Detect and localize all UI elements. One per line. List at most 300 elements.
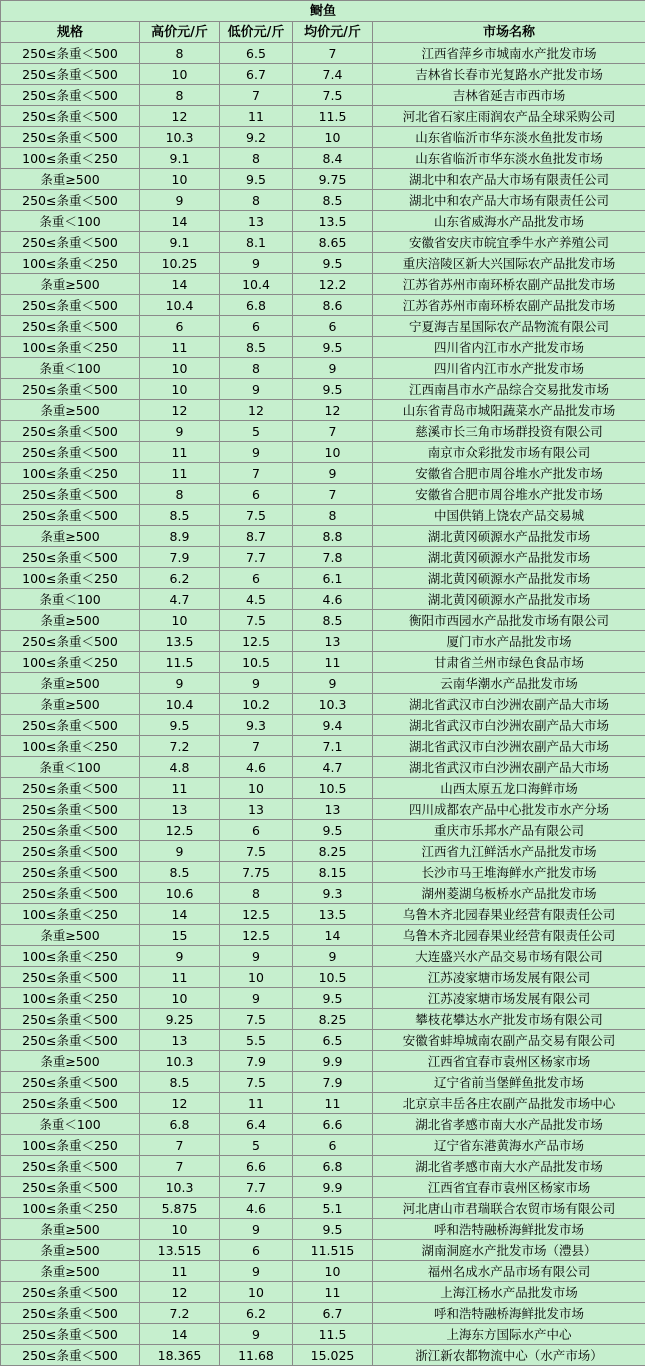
cell-market-name: 湖北省武汉市白沙洲农副产品大市场	[373, 694, 645, 715]
cell-low-price: 8	[220, 190, 293, 211]
cell-low-price: 12.5	[220, 904, 293, 925]
cell-low-price: 5.5	[220, 1030, 293, 1051]
cell-spec: 100≤条重＜250	[1, 148, 140, 169]
cell-avg-price: 12	[293, 400, 373, 421]
cell-high-price: 12	[140, 1282, 220, 1303]
cell-spec: 250≤条重＜500	[1, 442, 140, 463]
table-row	[1, 43, 645, 64]
cell-high-price: 8.5	[140, 862, 220, 883]
table-row	[1, 526, 645, 547]
cell-low-price: 8.5	[220, 337, 293, 358]
cell-low-price: 5	[220, 421, 293, 442]
cell-avg-price: 13	[293, 631, 373, 652]
cell-high-price: 10	[140, 988, 220, 1009]
cell-avg-price: 6	[293, 1135, 373, 1156]
table-row	[1, 631, 645, 652]
cell-spec: 250≤条重＜500	[1, 1345, 140, 1366]
cell-market-name: 江苏省苏州市南环桥农副产品批发市场	[373, 274, 645, 295]
cell-market-name: 慈溪市长三角市场群投资有限公司	[373, 421, 645, 442]
cell-high-price: 10.4	[140, 295, 220, 316]
cell-low-price: 13	[220, 211, 293, 232]
table-row	[1, 1177, 645, 1198]
cell-spec: 条重≥500	[1, 1219, 140, 1240]
cell-avg-price: 6.7	[293, 1303, 373, 1324]
cell-market-name: 云南华潮水产品批发市场	[373, 673, 645, 694]
cell-market-name: 江西省九江鲜活水产品批发市场	[373, 841, 645, 862]
cell-low-price: 8	[220, 148, 293, 169]
table-row	[1, 589, 645, 610]
cell-low-price: 6	[220, 820, 293, 841]
cell-high-price: 8.5	[140, 1072, 220, 1093]
cell-high-price: 7	[140, 1156, 220, 1177]
cell-high-price: 10	[140, 379, 220, 400]
cell-low-price: 7.9	[220, 1051, 293, 1072]
cell-low-price: 13	[220, 799, 293, 820]
cell-high-price: 12.5	[140, 820, 220, 841]
cell-low-price: 9.2	[220, 127, 293, 148]
cell-low-price: 9	[220, 673, 293, 694]
cell-avg-price: 8.15	[293, 862, 373, 883]
cell-low-price: 7	[220, 736, 293, 757]
cell-avg-price: 9.3	[293, 883, 373, 904]
cell-low-price: 7	[220, 85, 293, 106]
cell-market-name: 湖北省孝感市南大水产品批发市场	[373, 1156, 645, 1177]
cell-high-price: 11	[140, 1261, 220, 1282]
table-row	[1, 715, 645, 736]
cell-avg-price: 7.9	[293, 1072, 373, 1093]
table-row	[1, 169, 645, 190]
cell-avg-price: 13.5	[293, 904, 373, 925]
cell-spec: 250≤条重＜500	[1, 421, 140, 442]
cell-avg-price: 11.5	[293, 106, 373, 127]
cell-spec: 250≤条重＜500	[1, 64, 140, 85]
cell-spec: 100≤条重＜250	[1, 568, 140, 589]
cell-avg-price: 7.4	[293, 64, 373, 85]
cell-high-price: 13	[140, 1030, 220, 1051]
cell-high-price: 14	[140, 211, 220, 232]
table-row	[1, 85, 645, 106]
cell-spec: 250≤条重＜500	[1, 295, 140, 316]
cell-market-name: 山东省临沂市华东淡水鱼批发市场	[373, 127, 645, 148]
cell-low-price: 7.5	[220, 1072, 293, 1093]
cell-avg-price: 10	[293, 442, 373, 463]
cell-high-price: 10	[140, 1219, 220, 1240]
cell-market-name: 山东省临沂市华东淡水鱼批发市场	[373, 148, 645, 169]
cell-low-price: 9.3	[220, 715, 293, 736]
cell-high-price: 10.6	[140, 883, 220, 904]
cell-spec: 条重≥500	[1, 610, 140, 631]
cell-spec: 250≤条重＜500	[1, 841, 140, 862]
cell-avg-price: 8.8	[293, 526, 373, 547]
cell-avg-price: 7.8	[293, 547, 373, 568]
cell-high-price: 10	[140, 610, 220, 631]
cell-low-price: 10.5	[220, 652, 293, 673]
cell-low-price: 12.5	[220, 925, 293, 946]
header-avg-price: 均价元/斤	[293, 22, 373, 43]
table-row	[1, 841, 645, 862]
table-row	[1, 127, 645, 148]
cell-avg-price: 11	[293, 652, 373, 673]
cell-high-price: 11	[140, 463, 220, 484]
cell-spec: 250≤条重＜500	[1, 43, 140, 64]
cell-spec: 250≤条重＜500	[1, 1009, 140, 1030]
cell-high-price: 12	[140, 400, 220, 421]
table-row	[1, 1240, 645, 1261]
cell-avg-price: 9	[293, 946, 373, 967]
cell-high-price: 7	[140, 1135, 220, 1156]
cell-avg-price: 7	[293, 421, 373, 442]
cell-spec: 250≤条重＜500	[1, 778, 140, 799]
cell-market-name: 湖北黄冈硕源水产品批发市场	[373, 589, 645, 610]
cell-avg-price: 7.1	[293, 736, 373, 757]
cell-market-name: 安徽省合肥市周谷堆水产批发市场	[373, 463, 645, 484]
cell-spec: 250≤条重＜500	[1, 883, 140, 904]
cell-low-price: 9	[220, 442, 293, 463]
cell-avg-price: 13.5	[293, 211, 373, 232]
cell-high-price: 9	[140, 190, 220, 211]
cell-high-price: 5.875	[140, 1198, 220, 1219]
table-row	[1, 484, 645, 505]
cell-low-price: 10	[220, 967, 293, 988]
cell-low-price: 7.7	[220, 547, 293, 568]
cell-high-price: 6.8	[140, 1114, 220, 1135]
cell-high-price: 10.3	[140, 1177, 220, 1198]
cell-spec: 250≤条重＜500	[1, 799, 140, 820]
cell-high-price: 10.25	[140, 253, 220, 274]
cell-low-price: 6	[220, 484, 293, 505]
cell-high-price: 10.3	[140, 1051, 220, 1072]
cell-low-price: 7.5	[220, 1009, 293, 1030]
cell-market-name: 辽宁省东港黄海水产品市场	[373, 1135, 645, 1156]
cell-market-name: 江西省宜春市袁州区杨家市场	[373, 1051, 645, 1072]
cell-spec: 条重＜100	[1, 589, 140, 610]
cell-low-price: 7.5	[220, 505, 293, 526]
cell-low-price: 9	[220, 988, 293, 1009]
cell-high-price: 8.9	[140, 526, 220, 547]
cell-spec: 条重≥500	[1, 673, 140, 694]
cell-high-price: 9	[140, 841, 220, 862]
table-row	[1, 211, 645, 232]
cell-spec: 100≤条重＜250	[1, 652, 140, 673]
cell-avg-price: 9.9	[293, 1177, 373, 1198]
cell-low-price: 4.6	[220, 757, 293, 778]
cell-low-price: 4.5	[220, 589, 293, 610]
table-row	[1, 1324, 645, 1345]
cell-low-price: 6.4	[220, 1114, 293, 1135]
table-row	[1, 862, 645, 883]
cell-low-price: 9	[220, 253, 293, 274]
header-market-name: 市场名称	[373, 22, 645, 43]
cell-avg-price: 10	[293, 1261, 373, 1282]
cell-spec: 250≤条重＜500	[1, 505, 140, 526]
table-row	[1, 64, 645, 85]
cell-low-price: 9.5	[220, 169, 293, 190]
cell-avg-price: 9.4	[293, 715, 373, 736]
cell-market-name: 湖北省武汉市白沙洲农副产品大市场	[373, 736, 645, 757]
cell-spec: 条重≥500	[1, 1261, 140, 1282]
cell-market-name: 河北唐山市君瑞联合农贸市场有限公司	[373, 1198, 645, 1219]
cell-spec: 100≤条重＜250	[1, 463, 140, 484]
table-row	[1, 568, 645, 589]
cell-avg-price: 9	[293, 358, 373, 379]
cell-high-price: 8	[140, 484, 220, 505]
cell-high-price: 11.5	[140, 652, 220, 673]
cell-market-name: 重庆市乐邦水产品有限公司	[373, 820, 645, 841]
cell-market-name: 辽宁省前当堡鲜鱼批发市场	[373, 1072, 645, 1093]
table-row	[1, 1261, 645, 1282]
cell-market-name: 吉林省长春市光复路水产批发市场	[373, 64, 645, 85]
cell-market-name: 山西太原五龙口海鲜市场	[373, 778, 645, 799]
cell-spec: 250≤条重＜500	[1, 127, 140, 148]
table-row	[1, 358, 645, 379]
cell-avg-price: 6	[293, 316, 373, 337]
cell-avg-price: 9	[293, 463, 373, 484]
cell-spec: 100≤条重＜250	[1, 1135, 140, 1156]
table-row	[1, 1114, 645, 1135]
cell-high-price: 12	[140, 1093, 220, 1114]
cell-avg-price: 8.25	[293, 841, 373, 862]
header-low-price: 低价元/斤	[220, 22, 293, 43]
cell-spec: 条重≥500	[1, 169, 140, 190]
cell-high-price: 6	[140, 316, 220, 337]
cell-market-name: 上海江杨水产品批发市场	[373, 1282, 645, 1303]
table-row	[1, 442, 645, 463]
cell-low-price: 6.5	[220, 43, 293, 64]
cell-avg-price: 7	[293, 484, 373, 505]
table-row	[1, 400, 645, 421]
cell-market-name: 江西南昌市水产品综合交易批发市场	[373, 379, 645, 400]
cell-low-price: 6	[220, 1240, 293, 1261]
cell-market-name: 甘肃省兰州市绿色食品市场	[373, 652, 645, 673]
cell-market-name: 衡阳市西园水产品批发市场有限公司	[373, 610, 645, 631]
cell-market-name: 湖北中和农产品大市场有限责任公司	[373, 190, 645, 211]
cell-high-price: 8	[140, 43, 220, 64]
cell-avg-price: 6.6	[293, 1114, 373, 1135]
cell-market-name: 湖州菱湖乌板桥水产品批发市场	[373, 883, 645, 904]
cell-avg-price: 4.6	[293, 589, 373, 610]
cell-high-price: 14	[140, 1324, 220, 1345]
table-row	[1, 1282, 645, 1303]
cell-high-price: 4.8	[140, 757, 220, 778]
table-row	[1, 1051, 645, 1072]
cell-spec: 条重≥500	[1, 694, 140, 715]
cell-high-price: 11	[140, 337, 220, 358]
cell-low-price: 9	[220, 379, 293, 400]
cell-high-price: 10.4	[140, 694, 220, 715]
table-row	[1, 1198, 645, 1219]
table-row	[1, 694, 645, 715]
cell-market-name: 四川成都农产品中心批发市水产分场	[373, 799, 645, 820]
header-high-price: 高价元/斤	[140, 22, 220, 43]
cell-low-price: 10.2	[220, 694, 293, 715]
cell-high-price: 6.2	[140, 568, 220, 589]
cell-spec: 100≤条重＜250	[1, 1198, 140, 1219]
cell-high-price: 8.5	[140, 505, 220, 526]
cell-high-price: 18.365	[140, 1345, 220, 1366]
cell-market-name: 湖南洞庭水产批发市场（澧县）	[373, 1240, 645, 1261]
cell-spec: 250≤条重＜500	[1, 631, 140, 652]
cell-spec: 条重≥500	[1, 274, 140, 295]
cell-avg-price: 6.5	[293, 1030, 373, 1051]
cell-avg-price: 4.7	[293, 757, 373, 778]
table-row	[1, 232, 645, 253]
cell-market-name: 乌鲁木齐北园春果业经营有限责任公司	[373, 925, 645, 946]
cell-spec: 250≤条重＜500	[1, 1324, 140, 1345]
cell-market-name: 江西省萍乡市城南水产批发市场	[373, 43, 645, 64]
table-row	[1, 1219, 645, 1240]
cell-spec: 250≤条重＜500	[1, 1093, 140, 1114]
cell-spec: 条重≥500	[1, 1051, 140, 1072]
cell-low-price: 7.7	[220, 1177, 293, 1198]
cell-high-price: 8	[140, 85, 220, 106]
cell-avg-price: 11	[293, 1282, 373, 1303]
cell-high-price: 9.25	[140, 1009, 220, 1030]
table-row	[1, 778, 645, 799]
cell-high-price: 7.2	[140, 1303, 220, 1324]
table-row	[1, 253, 645, 274]
title-row	[1, 1, 645, 22]
cell-avg-price: 9.5	[293, 1219, 373, 1240]
table-row	[1, 274, 645, 295]
header-row	[1, 22, 645, 43]
table-row	[1, 337, 645, 358]
table-row	[1, 652, 645, 673]
cell-low-price: 6	[220, 316, 293, 337]
cell-market-name: 厦门市水产品批发市场	[373, 631, 645, 652]
cell-market-name: 湖北省武汉市白沙洲农副产品大市场	[373, 757, 645, 778]
cell-low-price: 6.6	[220, 1156, 293, 1177]
cell-market-name: 南京市众彩批发市场有限公司	[373, 442, 645, 463]
cell-spec: 250≤条重＜500	[1, 862, 140, 883]
cell-high-price: 11	[140, 778, 220, 799]
cell-high-price: 7.9	[140, 547, 220, 568]
table-row	[1, 883, 645, 904]
cell-avg-price: 15.025	[293, 1345, 373, 1366]
cell-high-price: 13.515	[140, 1240, 220, 1261]
cell-market-name: 湖北黄冈硕源水产品批发市场	[373, 568, 645, 589]
cell-low-price: 6.2	[220, 1303, 293, 1324]
cell-spec: 100≤条重＜250	[1, 988, 140, 1009]
cell-spec: 条重＜100	[1, 358, 140, 379]
header-spec: 规格	[1, 22, 140, 43]
cell-low-price: 9	[220, 1261, 293, 1282]
cell-spec: 条重＜100	[1, 211, 140, 232]
table-row	[1, 1072, 645, 1093]
cell-low-price: 7	[220, 463, 293, 484]
cell-low-price: 8.7	[220, 526, 293, 547]
table-row	[1, 379, 645, 400]
cell-spec: 100≤条重＜250	[1, 337, 140, 358]
table-row	[1, 673, 645, 694]
cell-market-name: 浙江新农都物流中心（水产市场）	[373, 1345, 645, 1366]
cell-market-name: 上海东方国际水产中心	[373, 1324, 645, 1345]
cell-market-name: 安徽省安庆市皖宜季牛水产养殖公司	[373, 232, 645, 253]
cell-avg-price: 9.5	[293, 988, 373, 1009]
cell-high-price: 9	[140, 673, 220, 694]
cell-spec: 250≤条重＜500	[1, 715, 140, 736]
cell-spec: 250≤条重＜500	[1, 967, 140, 988]
cell-market-name: 呼和浩特融桥海鲜批发市场	[373, 1219, 645, 1240]
cell-high-price: 11	[140, 442, 220, 463]
cell-avg-price: 14	[293, 925, 373, 946]
cell-market-name: 北京京丰岳各庄农副产品批发市场中心	[373, 1093, 645, 1114]
cell-high-price: 13.5	[140, 631, 220, 652]
table-row	[1, 190, 645, 211]
cell-market-name: 吉林省延吉市西市场	[373, 85, 645, 106]
cell-spec: 250≤条重＜500	[1, 1156, 140, 1177]
table-row	[1, 547, 645, 568]
cell-spec: 条重≥500	[1, 925, 140, 946]
cell-market-name: 湖北省孝感市南大水产品批发市场	[373, 1114, 645, 1135]
cell-high-price: 14	[140, 274, 220, 295]
cell-avg-price: 8.4	[293, 148, 373, 169]
table-body	[1, 43, 645, 1366]
table-row	[1, 736, 645, 757]
cell-avg-price: 8.5	[293, 610, 373, 631]
cell-spec: 条重≥500	[1, 1240, 140, 1261]
table-row	[1, 148, 645, 169]
cell-low-price: 9	[220, 1324, 293, 1345]
table-row	[1, 757, 645, 778]
cell-avg-price: 11.5	[293, 1324, 373, 1345]
cell-spec: 条重≥500	[1, 526, 140, 547]
cell-spec: 250≤条重＜500	[1, 484, 140, 505]
cell-avg-price: 8.25	[293, 1009, 373, 1030]
cell-market-name: 呼和浩特融桥海鲜批发市场	[373, 1303, 645, 1324]
cell-avg-price: 10.5	[293, 967, 373, 988]
cell-spec: 250≤条重＜500	[1, 547, 140, 568]
cell-low-price: 8.1	[220, 232, 293, 253]
cell-low-price: 6.8	[220, 295, 293, 316]
cell-market-name: 福州名成水产品市场有限公司	[373, 1261, 645, 1282]
table-row	[1, 316, 645, 337]
cell-market-name: 安徽省蚌埠城南农副产品交易有限公司	[373, 1030, 645, 1051]
cell-spec: 250≤条重＜500	[1, 1030, 140, 1051]
cell-avg-price: 9.9	[293, 1051, 373, 1072]
cell-market-name: 四川省内江市水产批发市场	[373, 337, 645, 358]
cell-market-name: 重庆涪陵区新大兴国际农产品批发市场	[373, 253, 645, 274]
cell-low-price: 5	[220, 1135, 293, 1156]
cell-high-price: 10	[140, 169, 220, 190]
cell-high-price: 15	[140, 925, 220, 946]
cell-avg-price: 7.5	[293, 85, 373, 106]
table-row	[1, 295, 645, 316]
cell-market-name: 江苏省苏州市南环桥农副产品批发市场	[373, 295, 645, 316]
cell-avg-price: 9.5	[293, 337, 373, 358]
cell-avg-price: 11	[293, 1093, 373, 1114]
cell-avg-price: 9.5	[293, 253, 373, 274]
cell-market-name: 山东省威海水产品批发市场	[373, 211, 645, 232]
table-row	[1, 967, 645, 988]
cell-avg-price: 8.6	[293, 295, 373, 316]
cell-low-price: 7.5	[220, 841, 293, 862]
cell-low-price: 9	[220, 946, 293, 967]
cell-low-price: 11	[220, 106, 293, 127]
cell-spec: 250≤条重＜500	[1, 316, 140, 337]
cell-avg-price: 11.515	[293, 1240, 373, 1261]
cell-high-price: 9.5	[140, 715, 220, 736]
table-row	[1, 946, 645, 967]
cell-high-price: 9	[140, 946, 220, 967]
cell-avg-price: 8	[293, 505, 373, 526]
cell-low-price: 4.6	[220, 1198, 293, 1219]
table-row	[1, 106, 645, 127]
cell-market-name: 长沙市马王堆海鲜水产批发市场	[373, 862, 645, 883]
table-row	[1, 1135, 645, 1156]
table-row	[1, 820, 645, 841]
table-row	[1, 925, 645, 946]
table-row	[1, 1030, 645, 1051]
